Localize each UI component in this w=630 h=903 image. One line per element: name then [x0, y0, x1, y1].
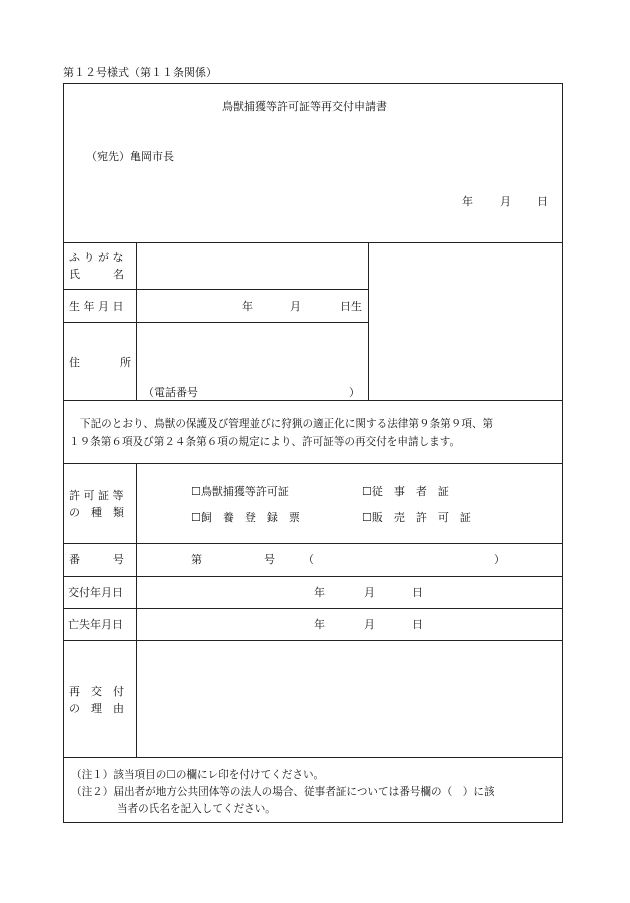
- option-label: 鳥獣捕獲等許可証: [200, 485, 289, 498]
- number-label: 番 号: [69, 553, 124, 566]
- number-field[interactable]: [205, 548, 260, 574]
- lost-date-day[interactable]: 日: [412, 618, 423, 631]
- birthdate-label: 生 年 月 日: [69, 300, 124, 313]
- number-paren-open: （: [303, 553, 314, 566]
- option-label: 従 事 者 証: [371, 485, 449, 498]
- lost-date-label: 亡失年月日: [68, 618, 123, 631]
- date-day[interactable]: 日: [537, 195, 548, 208]
- issue-date-label: 交付年月日: [68, 586, 123, 599]
- note-2-line-2: 当者の氏名を記入してください。: [117, 803, 276, 815]
- reason-label-1: 再 交 付: [69, 685, 124, 698]
- issue-date-month[interactable]: 月: [364, 586, 375, 599]
- statement-line-2: １９条第６項及び第２４条第６項の規定により、許可証等の再交付を申請します。: [69, 436, 461, 448]
- option-label: 飼 養 登 録 票: [200, 511, 300, 524]
- birthdate-month[interactable]: 月: [290, 300, 301, 313]
- note-2-line-1: （注２）届出者が地方公共団体等の法人の場合、従事者証については番号欄の（ ）に該: [71, 786, 495, 798]
- note-1: （注１）該当項目の☐の欄にレ印を付けてください。: [71, 769, 325, 781]
- lost-date-year[interactable]: 年: [314, 618, 325, 631]
- permit-type-label-2: の 種 類: [69, 506, 124, 519]
- name-label: 氏 名: [69, 268, 124, 281]
- checkbox-icon[interactable]: ☐: [362, 485, 372, 498]
- address-label-2: 所: [120, 356, 131, 369]
- lost-date-month[interactable]: 月: [364, 618, 375, 631]
- statement-line-1: 下記のとおり、鳥獣の保護及び管理並びに狩猟の適正化に関する法律第９条第９項、第: [80, 418, 494, 430]
- birthdate-year[interactable]: 年: [242, 300, 253, 313]
- addressee: （宛先）亀岡市長: [86, 150, 174, 163]
- checkbox-icon[interactable]: ☐: [362, 511, 372, 524]
- form-number: 第１２号様式（第１１条関係）: [63, 66, 217, 79]
- number-go: 号: [264, 553, 275, 566]
- reason-label-2: の 理 由: [69, 702, 124, 715]
- date-year[interactable]: 年: [462, 195, 473, 208]
- checkbox-icon[interactable]: ☐: [191, 485, 201, 498]
- date-month[interactable]: 月: [500, 195, 511, 208]
- phone-close: ）: [349, 386, 360, 399]
- name-field[interactable]: [140, 246, 364, 286]
- option-label: 販 売 許 可 証: [371, 511, 471, 524]
- permit-type-label-1: 許 可 証 等: [69, 489, 124, 502]
- reason-field[interactable]: [140, 644, 559, 754]
- address-label-1: 住: [69, 356, 80, 369]
- option-worker-certificate[interactable]: [362, 486, 449, 497]
- furigana-label: ふ り が な: [69, 251, 124, 264]
- issue-date-day[interactable]: 日: [412, 586, 423, 599]
- number-paren-close: ）: [494, 553, 505, 566]
- phone-open: （電話番号: [143, 386, 198, 399]
- option-hunting-permit[interactable]: [191, 486, 289, 497]
- option-breeding-registration[interactable]: [191, 512, 300, 523]
- birthdate-day[interactable]: 日生: [340, 300, 362, 313]
- photo-area: [370, 244, 560, 398]
- form-title: 鳥獣捕獲等許可証等再交付申請書: [222, 100, 387, 113]
- number-dai: 第: [191, 553, 202, 566]
- option-sales-permit[interactable]: [362, 512, 471, 523]
- issue-date-year[interactable]: 年: [314, 586, 325, 599]
- checkbox-icon[interactable]: ☐: [191, 511, 201, 524]
